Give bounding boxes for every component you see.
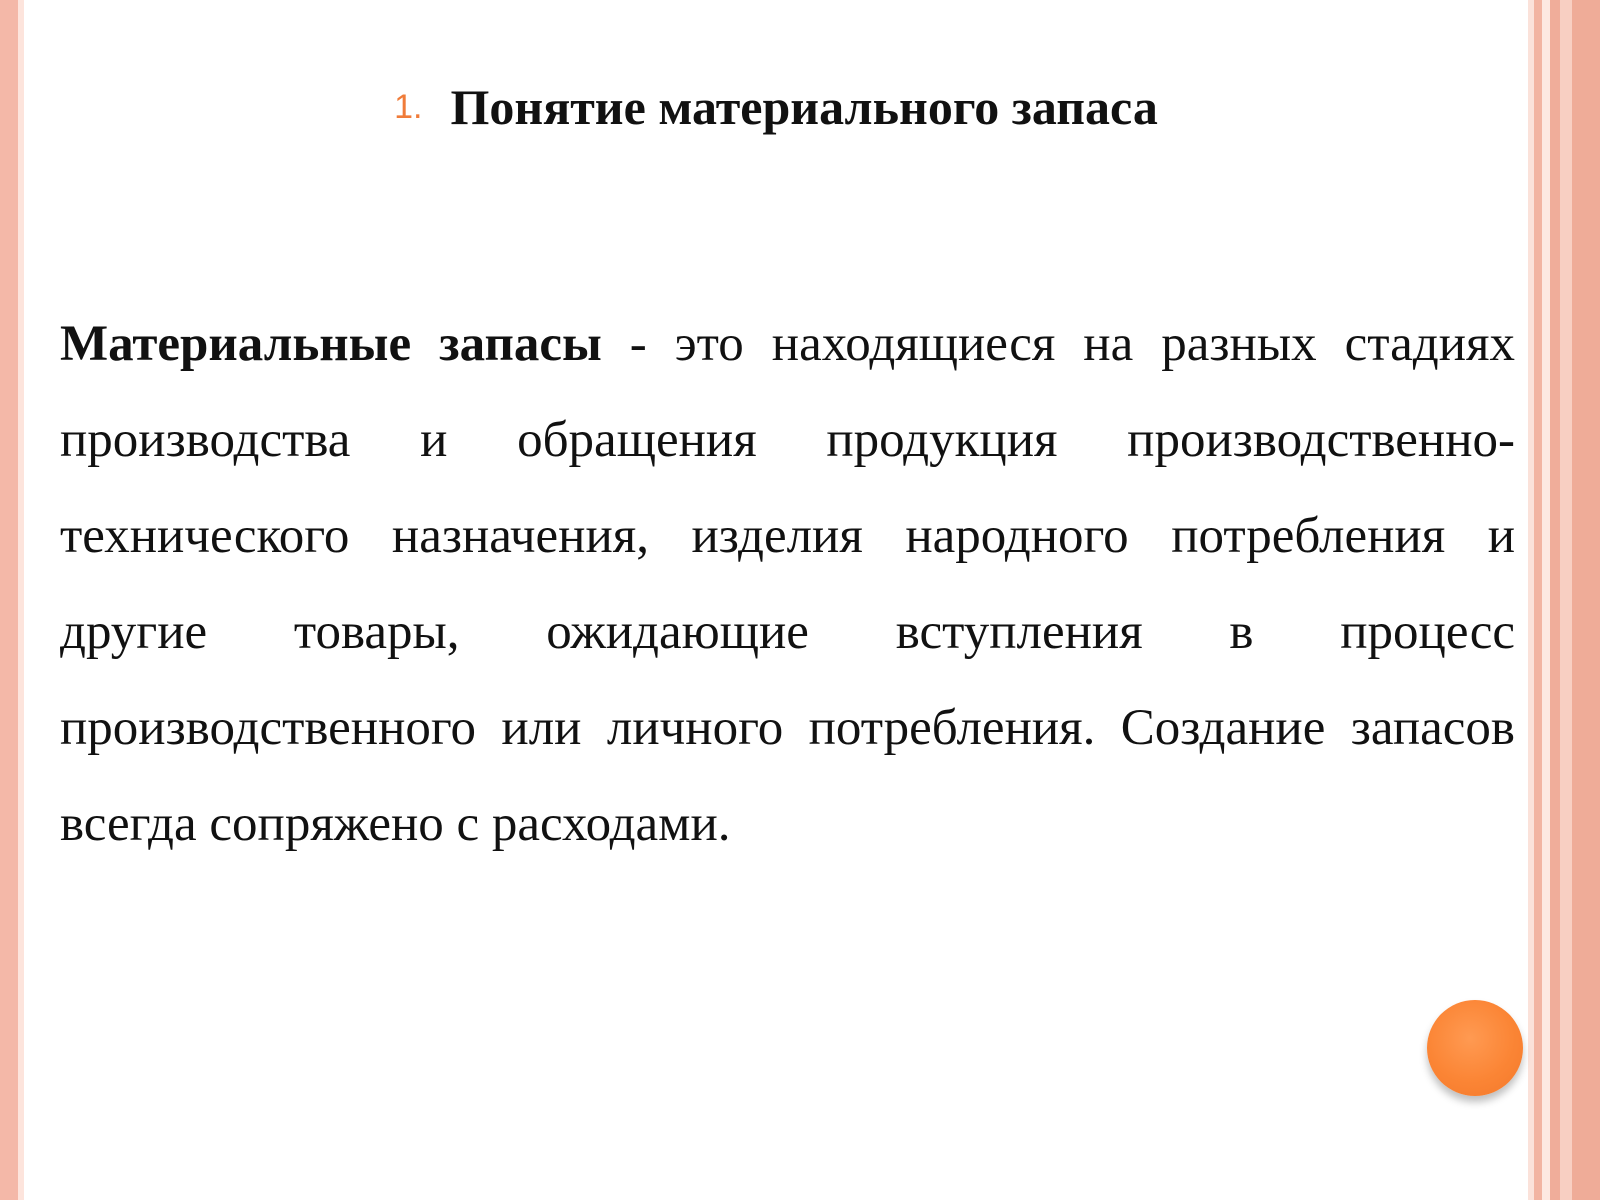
slide-title <box>24 78 1528 136</box>
title-text: Понятие материального запаса <box>450 79 1158 135</box>
defined-term: Материальные запасы <box>60 316 602 372</box>
slide-left-border <box>0 0 24 1200</box>
definition-text: - это находящиеся на разных стадиях производства и обращения продукция производственно-технического назначения, изделия народного потребления и другие товары, ожидающие вступления в процесс производственного или личного потребления. Создание запасов всегда сопряжено с расходами. <box>60 316 1515 852</box>
definition-paragraph <box>60 296 1515 872</box>
slide-right-border <box>1528 0 1600 1200</box>
orange-circle-icon <box>1427 1000 1523 1096</box>
title-number: 1. <box>394 87 423 126</box>
